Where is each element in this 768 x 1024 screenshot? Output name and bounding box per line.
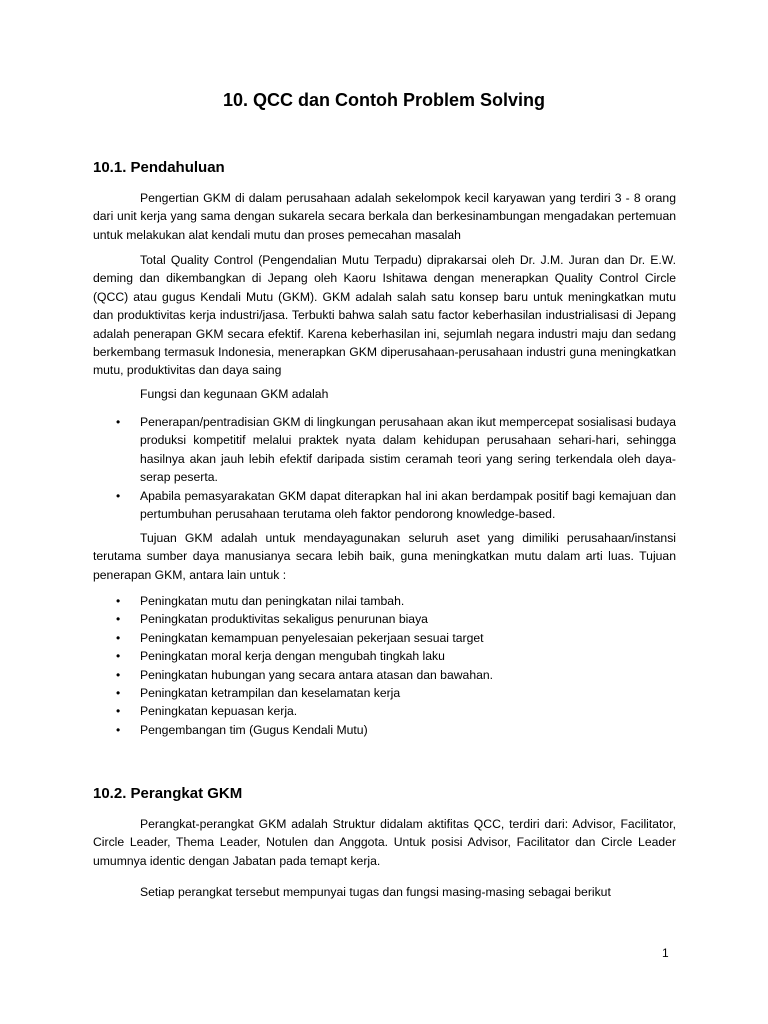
list-item: [93, 413, 676, 487]
list-item-text: Peningkatan ketrampilan dan keselamatan kerja: [140, 686, 401, 701]
list-item-text: Peningkatan mutu dan peningkatan nilai tambah.: [140, 594, 405, 608]
list-item-text: Apabila pemasyarakatan GKM dapat diterapkan hal ini akan berdampak positif bagi kemajuan dan pertumbuhan perusahaan terutama oleh faktor pendorong knowledge-based.: [140, 488, 676, 522]
list-item: [93, 684, 676, 702]
list-item-text: Pengembangan tim (Gugus Kendali Mutu): [140, 722, 368, 737]
bullet-icon: •: [116, 612, 121, 627]
list-item: [93, 647, 676, 665]
bullet-icon: •: [116, 594, 121, 608]
list-item: [93, 487, 676, 524]
bullet-icon: •: [116, 630, 121, 645]
paragraph-perangkat-gkm: Perangkat-perangkat GKM adalah Struktur didalam aktifitas QCC, terdiri dari: Advisor, Facilitator, Circle Leader, Thema Leader, Notulen dan Anggota. Untuk posisi Advisor, Facilitator dan Circle Leader umumnya identic dengan Jabatan pada temapt kerja.: [93, 817, 676, 868]
section-heading-pendahuluan: 10.1. Pendahuluan: [93, 159, 225, 176]
list-item: [93, 592, 676, 610]
list-item-text: Peningkatan produktivitas sekaligus penurunan biaya: [140, 612, 428, 627]
bullet-icon: •: [116, 686, 121, 701]
paragraph-fungsi-intro: Fungsi dan kegunaan GKM adalah: [140, 387, 329, 401]
paragraph-pengertian-gkm: Pengertian GKM di dalam perusahaan adalah sekelompok kecil karyawan yang terdiri 3 - 8 orang dari unit kerja yang sama dengan sukarela secara berkala dan berkesinambungan mengadakan pertemuan untuk melakukan alat kendali mutu dan proses pemecahan masalah: [93, 191, 676, 242]
list-item-text: Peningkatan hubungan yang secara antara atasan dan bawahan.: [140, 667, 494, 682]
bullet-icon: •: [116, 415, 121, 429]
paragraph-tujuan: Tujuan GKM adalah untuk mendayagunakan seluruh aset yang dimiliki perusahaan/instansi terutama sumber daya manusianya secara lebih baik, guna meningkatkan mutu dalam arti luas. Tujuan penerapan GKM, antara lain untuk :: [93, 531, 676, 582]
bullet-icon: •: [116, 649, 121, 664]
page-title: 10. QCC dan Contoh Problem Solving: [222, 90, 546, 110]
list-item: [93, 702, 676, 720]
fungsi-list: [93, 413, 676, 523]
page-number: 1: [662, 946, 669, 960]
list-item: [93, 721, 676, 739]
list-item-text: Peningkatan kemampuan penyelesaian pekerjaan sesuai target: [140, 630, 484, 645]
bullet-icon: •: [116, 722, 121, 737]
list-item: [93, 610, 676, 628]
tujuan-list: [93, 592, 676, 739]
list-item-text: Peningkatan moral kerja dengan mengubah tingkah laku: [140, 649, 445, 664]
paragraph-setiap-perangkat: Setiap perangkat tersebut mempunyai tugas dan fungsi masing-masing sebagai berikut: [140, 885, 611, 899]
bullet-icon: •: [116, 667, 121, 682]
paragraph-tqc: Total Quality Control (Pengendalian Mutu Terpadu) diprakarsai oleh Dr. J.M. Juran dan Dr. E.W. deming dan dikembangkan di Jepang oleh Kaoru Ishitawa dengan menerapkan Quality Control Circle (QCC) atau gugus Kendali Mutu (GKM). GKM adalah salah satu konsep baru untuk meningkatkan mutu dan produktivitas kerja industri/jasa. Terbukti bahwa salah satu factor keberhasilan industrialisasi di Jepang adalah penerapan GKM secara efektif. Karena keberhasilan ini, sejumlah negara industri maju dan sedang berkembang termasuk Indonesia, menerapkan GKM diperusahaan-perusahaan industri guna meningkatkan mutu, produktivitas dan daya saing: [93, 253, 676, 378]
section-heading-perangkat-gkm: 10.2. Perangkat GKM: [93, 785, 243, 802]
list-item: [93, 666, 676, 684]
list-item: [93, 629, 676, 647]
bullet-icon: •: [116, 488, 121, 503]
list-item-text: Penerapan/pentradisian GKM di lingkungan perusahaan akan ikut mempercepat sosialisasi budaya produksi kompetitif melalui praktek nyata dalam kehidupan perusahaan sehari-hari, sehingga hasilnya akan jauh lebih efektif daripada sistim ceramah teori yang sering terkendala oleh daya-serap peserta.: [140, 415, 676, 485]
bullet-icon: •: [116, 704, 121, 719]
list-item-text: Peningkatan kepuasan kerja.: [140, 704, 298, 719]
